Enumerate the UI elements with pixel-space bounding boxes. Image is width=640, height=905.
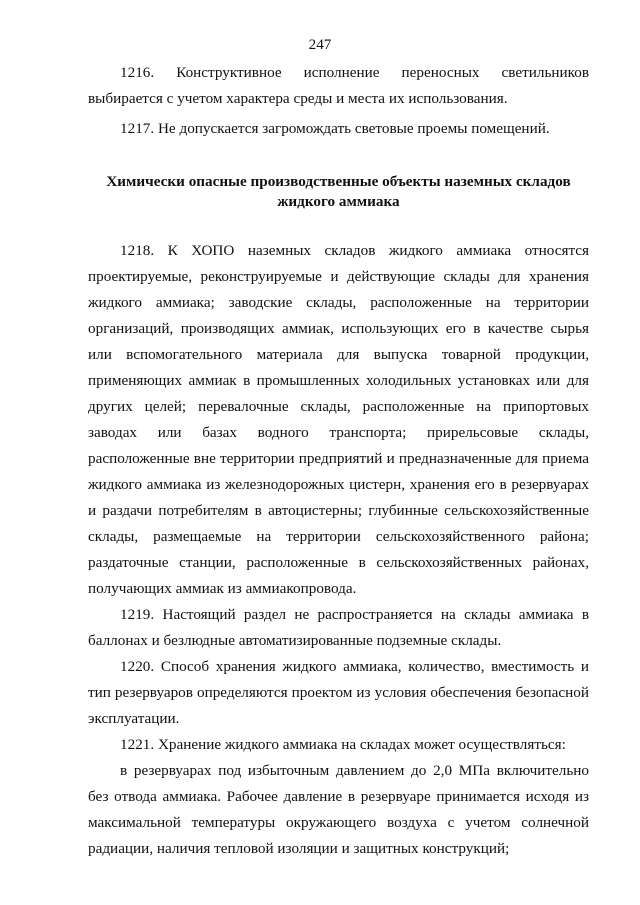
paragraph-1218: 1218. К ХОПО наземных складов жидкого аммиака относятся проектируемые, реконструируемые и действующие склады для хранения жидкого аммиака; заводские склады, расположенные на территории организаций, производящих аммиак, использующих его в качестве сырья или вспомогательного материала для выпуска товарной продукции, применяющих аммиак в промышленных холодильных установках или для других целей; перевалочные склады, расположенные на припортовых заводах или базах водного транспорта; прирельсовые склады, расположенные вне территории предприятий и предназначенные для приема жидкого аммиака из железнодорожных цистерн, хранения его в резервуарах и раздачи потребителям в автоцистерны; глубинные сельскохозяйственные склады, размещаемые на территории сельскохозяйственного района; раздаточные станции, расположенные в сельскохозяйственных районах, получающих аммиак из аммиакопровода. [88, 242, 589, 597]
document-body [88, 60, 589, 862]
paragraph-1217: 1217. Не допускается загромождать световые проемы помещений. [120, 120, 550, 137]
page-number: 247 [308, 36, 332, 53]
paragraph-1220: 1220. Способ хранения жидкого аммиака, количество, вместимость и тип резервуаров определяются проектом из условия обеспечения безопасной эксплуатации. [88, 658, 589, 727]
paragraph-1219: 1219. Настоящий раздел не распространяется на склады аммиака в баллонах и безлюдные автоматизированные подземные склады. [88, 606, 589, 649]
paragraph-1216: 1216. Конструктивное исполнение переносных светильников выбирается с учетом характера среды и места их использования. [88, 64, 589, 107]
section-heading: Химически опасные производственные объекты наземных складов жидкого аммиака [106, 173, 571, 210]
paragraph-1221-item: в резервуарах под избыточным давлением до 2,0 МПа включительно без отвода аммиака. Рабочее давление в резервуаре принимается исходя из максимальной температуры окружающего воздуха с учетом солнечной радиации, наличия тепловой изоляции и защитных конструкций; [88, 762, 589, 857]
paragraph-1221: 1221. Хранение жидкого аммиака на складах может осуществляться: [120, 736, 566, 753]
